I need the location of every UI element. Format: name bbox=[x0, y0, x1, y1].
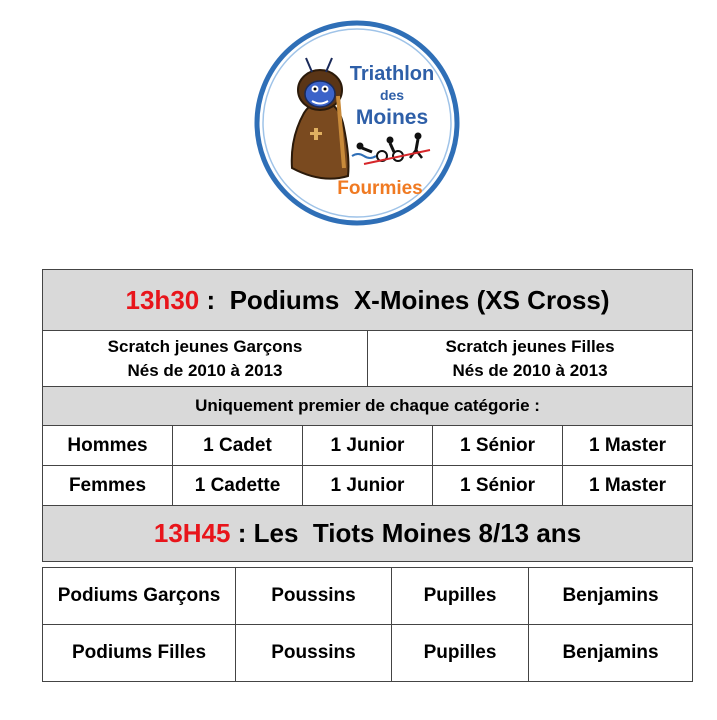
category-cell: 1 Sénior bbox=[433, 426, 563, 466]
category-cell: Pupilles bbox=[392, 625, 529, 682]
category-cell: 1 Cadette bbox=[173, 466, 303, 506]
section1-header bbox=[43, 270, 693, 331]
svg-text:Fourmies: Fourmies bbox=[337, 178, 423, 199]
row-label-podiums-garcons: Podiums Garçons bbox=[43, 568, 236, 625]
category-cell: 1 Cadet bbox=[173, 426, 303, 466]
svg-text:Moines: Moines bbox=[355, 106, 429, 129]
category-cell: 1 Junior bbox=[303, 426, 433, 466]
category-cell: Benjamins bbox=[529, 625, 693, 682]
section1-time: 13h30 bbox=[125, 284, 200, 315]
table-row bbox=[43, 426, 693, 466]
section2-header bbox=[43, 506, 693, 562]
category-cell: Pupilles bbox=[392, 568, 529, 625]
section2-separator: : bbox=[230, 518, 254, 548]
scratch-boys-cell bbox=[43, 331, 368, 387]
row-label-podiums-filles: Podiums Filles bbox=[43, 625, 236, 682]
scratch-boys-label: Scratch jeunes Garçons bbox=[107, 336, 303, 356]
row-label-hommes: Hommes bbox=[43, 426, 173, 466]
table-row bbox=[43, 568, 693, 625]
category-cell: Poussins bbox=[236, 625, 392, 682]
scratch-row bbox=[43, 331, 693, 387]
category-cell: 1 Junior bbox=[303, 466, 433, 506]
table-row bbox=[43, 466, 693, 506]
category-cell: Poussins bbox=[236, 568, 392, 625]
section2-title-text: Les Tiots Moines 8/13 ans bbox=[253, 518, 582, 548]
scratch-girls-cell bbox=[368, 331, 693, 387]
section2-time: 13H45 bbox=[153, 518, 231, 548]
logo-graphic bbox=[252, 18, 462, 228]
schedule-table bbox=[42, 269, 693, 562]
scratch-girls-label: Scratch jeunes Filles bbox=[445, 336, 615, 356]
category-cell: 1 Master bbox=[563, 466, 693, 506]
category-cell: 1 Sénior bbox=[433, 466, 563, 506]
podium-table bbox=[42, 567, 693, 682]
category-cell: 1 Master bbox=[563, 426, 693, 466]
category-note: Uniquement premier de chaque catégorie : bbox=[43, 387, 693, 426]
row-label-femmes: Femmes bbox=[43, 466, 173, 506]
section1-title-text: Podiums X-Moines (XS Cross) bbox=[229, 284, 610, 315]
section2-title bbox=[43, 506, 693, 562]
note-row bbox=[43, 387, 693, 426]
scratch-girls-years: Nés de 2010 à 2013 bbox=[452, 360, 608, 380]
svg-text:Triathlon: Triathlon bbox=[349, 63, 435, 85]
table-row bbox=[43, 625, 693, 682]
category-cell: Benjamins bbox=[529, 568, 693, 625]
section1-title bbox=[43, 270, 693, 331]
triathlon-logo bbox=[252, 18, 462, 228]
svg-text:des: des bbox=[379, 87, 405, 103]
scratch-boys-years: Nés de 2010 à 2013 bbox=[127, 360, 283, 380]
section1-separator: : bbox=[199, 284, 230, 315]
